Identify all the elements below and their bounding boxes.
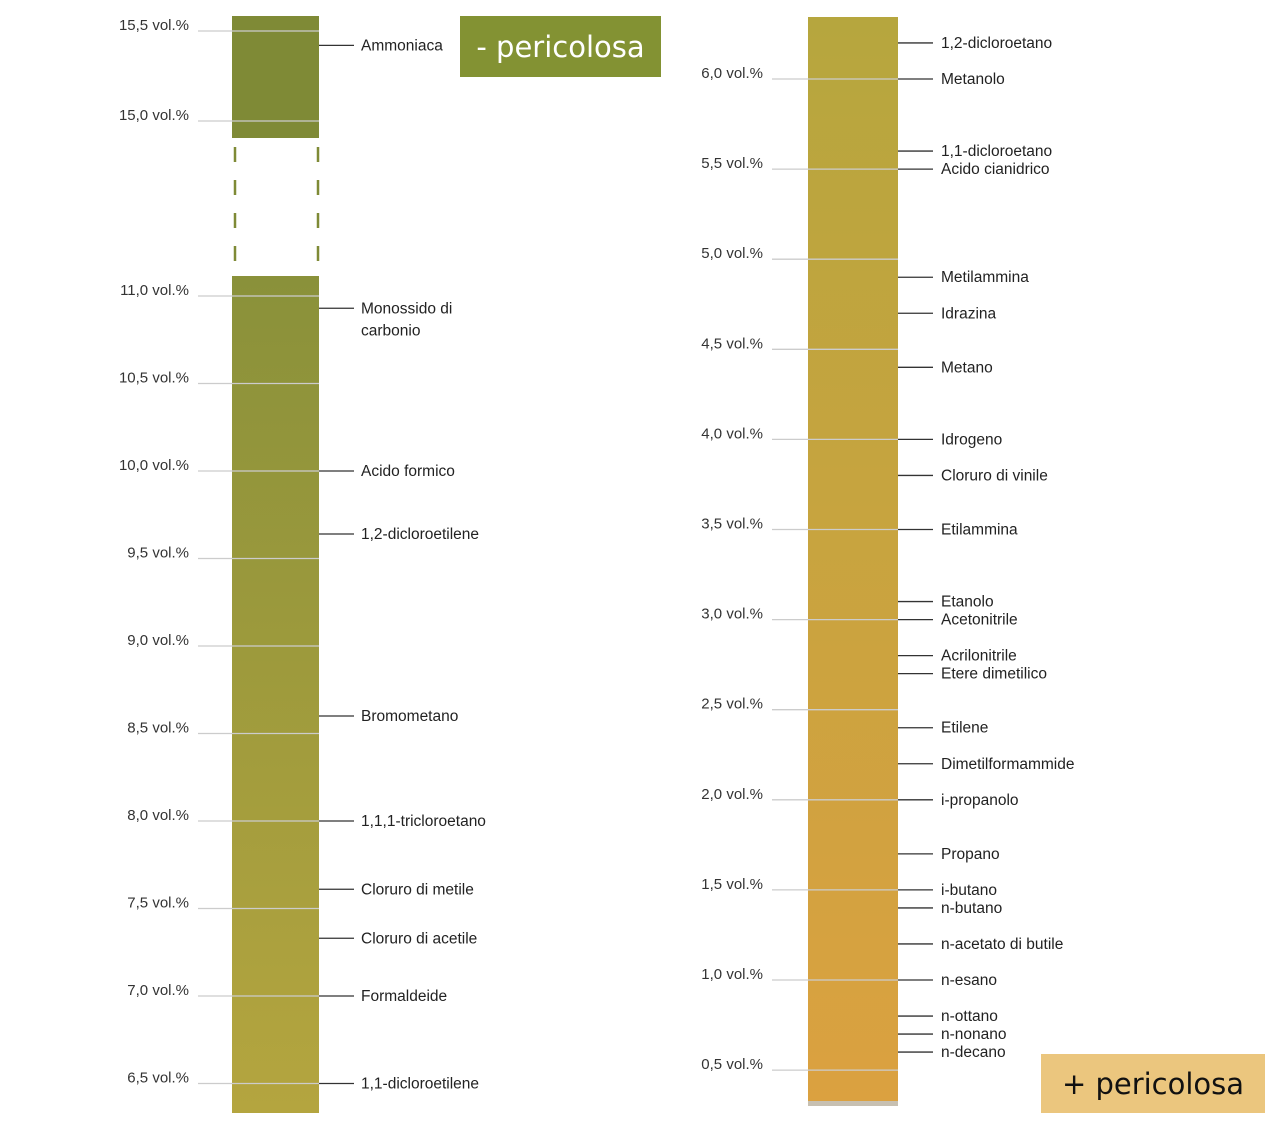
left-bar-lower (232, 276, 319, 1113)
tick-label: 10,5 vol.% (118, 369, 189, 387)
badge-more-dangerous: + pericolosa (1041, 1054, 1265, 1113)
substance-label-n-ottano: n-ottano (941, 1008, 998, 1026)
tick-label: 4,0 vol.% (701, 425, 763, 443)
tick-label: 6,0 vol.% (701, 65, 763, 82)
bars-layer (232, 16, 898, 1113)
tick-label: 1,5 vol.% (701, 875, 763, 893)
substance-label-dimetilformammide: Dimetilformammide (941, 755, 1075, 773)
tick-label: 6,5 vol.% (127, 1069, 189, 1087)
substance-label-1-2-dicloroetilene: 1,2-dicloroetilene (361, 526, 480, 543)
substance-label-cloruro-di-acetile: Cloruro di acetile (361, 930, 478, 948)
tick-label: 15,0 vol.% (118, 107, 189, 124)
substance-label-metanolo: Metanolo (941, 71, 1005, 88)
substance-label-etanolo: Etanolo (941, 593, 994, 611)
substance-label-monossido-di-carbonio: Monossido di carbonio (361, 300, 453, 340)
substance-label-metilammina: Metilammina (941, 269, 1029, 287)
tick-label: 7,0 vol.% (127, 982, 189, 999)
substance-label-bromometano: Bromometano (361, 708, 459, 725)
substance-label-n-acetato-di-butile: n-acetato di butile (941, 935, 1064, 953)
substance-label-n-decano: n-decano (941, 1044, 1006, 1062)
tick-label: 11,0 vol.% (120, 282, 189, 299)
right-bar-base (808, 1101, 898, 1106)
tick-label: 5,0 vol.% (701, 245, 763, 263)
substance-label-i-butano: i-butano (941, 881, 998, 899)
tick-label: 7,5 vol.% (127, 894, 189, 912)
tick-label: 2,0 vol.% (701, 785, 763, 803)
substance-label-i-propanolo: i-propanolo (941, 791, 1019, 809)
substance-label-1-1-dicloroetano: 1,1-dicloroetano (941, 143, 1053, 161)
substance-label-1-2-dicloroetano: 1,2-dicloroetano (941, 34, 1053, 52)
tick-label: 8,0 vol.% (127, 807, 189, 824)
substance-label-metano: Metano (941, 359, 993, 377)
substance-label-acido-formico: Acido formico (361, 463, 455, 480)
substance-label-idrazina: Idrazina (941, 305, 997, 323)
substance-label-etilene: Etilene (941, 719, 989, 737)
substance-label-acrilonitrile: Acrilonitrile (941, 647, 1017, 665)
tick-labels-layer (119, 17, 763, 1087)
tick-label: 10,0 vol.% (118, 457, 189, 474)
substance-label-etilammina: Etilammina (941, 521, 1018, 539)
substance-label-idrogeno: Idrogeno (941, 431, 1003, 449)
badge-less-dangerous: - pericolosa (460, 16, 661, 77)
substance-label-n-butano: n-butano (941, 899, 1003, 917)
substance-label-etere-dimetilico: Etere dimetilico (941, 665, 1047, 683)
substance-label-acido-cianidrico: Acido cianidrico (941, 161, 1050, 179)
substance-label-cloruro-di-vinile: Cloruro di vinile (941, 467, 1048, 485)
substance-label-n-esano: n-esano (941, 972, 998, 989)
substance-label-1-1-dicloroetilene: 1,1-dicloroetilene (361, 1075, 480, 1093)
substance-labels-layer (319, 35, 1075, 1093)
substance-label-n-nonano: n-nonano (941, 1026, 1007, 1044)
substance-label-propano: Propano (941, 845, 1000, 863)
substance-label-1-1-1-tricloroetano: 1,1,1-tricloroetano (361, 813, 486, 830)
left-bar-upper (232, 16, 319, 138)
tick-label: 1,0 vol.% (701, 966, 763, 983)
right-bar (808, 17, 898, 1101)
tick-label: 9,5 vol.% (127, 544, 189, 562)
tick-label: 3,0 vol.% (701, 605, 763, 623)
tick-label: 0,5 vol.% (701, 1056, 763, 1074)
tick-label: 9,0 vol.% (127, 632, 189, 649)
tick-label: 15,5 vol.% (118, 17, 189, 34)
tick-label: 3,5 vol.% (701, 515, 763, 533)
substance-label-acetonitrile: Acetonitrile (941, 611, 1018, 629)
substance-label-cloruro-di-metile: Cloruro di metile (361, 881, 474, 899)
tick-label: 2,5 vol.% (701, 695, 763, 713)
tick-label: 4,5 vol.% (701, 335, 763, 353)
substance-label-ammoniaca: Ammoniaca (361, 37, 443, 55)
substance-label-formaldeide: Formaldeide (361, 988, 448, 1005)
tick-label: 5,5 vol.% (701, 155, 763, 173)
tick-label: 8,5 vol.% (127, 719, 189, 737)
